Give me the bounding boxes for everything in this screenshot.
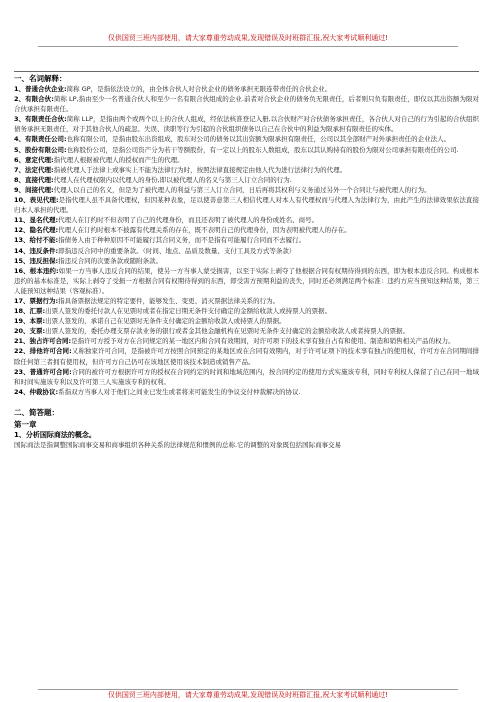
term-definition: 指债务人由于种种原因不可能履行其合同义务，而不是指有可能履行合同而不去履行。 xyxy=(58,236,306,245)
term-label: 11、显名代理: xyxy=(14,216,59,225)
term-label: 12、隐名代理: xyxy=(14,226,59,235)
term-entry xyxy=(14,387,479,397)
section-title-short-answers: 二、简答题： xyxy=(14,407,59,417)
term-label: 7、法定代理: xyxy=(14,165,54,174)
term-definition: 又称独家许可合同，是指被许可方按照合同预定的某地区或在合同有效期内，对于许可证项下的技术享有独占的使用权，许可方在合同期间排除任何第三者拥有使用权，但许可方自己仍可在该地区使用该技术制造或销售产品。 xyxy=(14,347,479,366)
term-definition: 出票人签发的委托付款人在见票时或者在指定日期无条件支付确定的金额给收款人或持票人的票据。 xyxy=(45,307,332,316)
chapter-heading: 第一章 xyxy=(14,419,37,429)
term-label: 23、普通许可合同: xyxy=(14,367,72,376)
term-definition: 指具备票据法规定的特定要件，能够发生、变更、消灭票据法律关系的行为。 xyxy=(58,296,280,305)
term-entry xyxy=(14,256,479,266)
term-label: 9、间接代理: xyxy=(14,185,54,194)
spacer xyxy=(14,397,479,407)
term-entry xyxy=(14,367,479,387)
term-label: 24、仲裁协议: xyxy=(14,387,59,396)
term-label: 14、违反条件: xyxy=(14,246,59,255)
term-definition: 指被代理人于法律上或事实上不能为法律行为时，按照法律直接规定由他人代为进行法律行为的代理。 xyxy=(53,165,347,174)
term-entry xyxy=(14,155,479,165)
term-definition: 是指许可方授予对方在合同规定的某一地区内和合同有效期间，对许可项下的技术享有独自占有和使用、制造和销售相关产品的权力。 xyxy=(71,337,455,346)
term-definition: 简称 GP，是指依法设立的，由全体合伙人对合伙企业的债务承担无限连带责任的合伙企业。 xyxy=(66,85,332,93)
document-body xyxy=(14,71,479,451)
term-label: 17、票据行为: xyxy=(14,296,59,305)
page-footer: 仅供国贸三班内部使用，请大家尊重劳动成果,发现错误及时班群汇报,祝大家考试顺利通过! xyxy=(107,691,389,699)
term-entry xyxy=(14,296,479,306)
term-entry xyxy=(14,165,479,175)
term-entry xyxy=(14,175,479,185)
footer-divider xyxy=(38,689,458,690)
term-entry xyxy=(14,326,479,336)
term-definition: 代理人在代理权限内以代理人的身份,即以被代理人的名义与第三人订立合同的行为. xyxy=(53,175,292,184)
term-entry xyxy=(14,316,479,326)
header-divider xyxy=(38,46,458,47)
term-label: 6、意定代理: xyxy=(14,155,54,164)
term-entry xyxy=(14,134,479,144)
term-definition: 即指违反合同中的重要条款。（时间、地点、品质及数量、支付工具及方式等条款） xyxy=(58,246,296,255)
page-header: 仅供国贸三班内部使用，请大家尊重劳动成果,发现错误及时班群汇报,祝大家考试顺利通过! xyxy=(107,34,389,42)
term-definition: 出票人签发的，委托办理支票存款业务的银行或者金其他金融机构在见票时无条件支付确定的金额给收款人或者持票人的票据。 xyxy=(45,327,410,336)
term-entry xyxy=(14,185,479,195)
term-label: 2、有限合伙: xyxy=(14,95,54,104)
term-label: 21、独占许可合同: xyxy=(14,337,72,346)
term-entry xyxy=(14,195,479,215)
terms-list xyxy=(14,84,479,397)
term-definition: 合同的被许可方根据许可方的授权在合同约定的时间和地域范围内，按合同约定的使用方式实施该专利，同时专利权人保留了自己在同一地域和时间实施该专利以及许可第三人实施该专利的权利。 xyxy=(14,367,479,386)
term-definition: 出票人签发的，承诺自己在见票时无条件支付确定的金额给收款人或持票人的票据。 xyxy=(45,317,286,326)
section-title-definitions: 一、名词解释： xyxy=(14,71,479,84)
term-definition: 简称 LP,指由至少一名普通合伙人和至少一名有限合伙组成的企业.前者对合伙企业的债务负无限责任，后者则只负有限责任，即仅以其出资额为限对合伙承担有限责任。 xyxy=(14,95,479,114)
term-entry xyxy=(14,225,479,235)
term-entry xyxy=(14,94,479,114)
term-entry xyxy=(14,215,479,225)
term-entry xyxy=(14,346,479,366)
term-entry xyxy=(14,266,479,296)
term-entry xyxy=(14,145,479,155)
term-label: 20、支票: xyxy=(14,327,46,336)
term-definition: 代理人在订约时根本不披露有代理关系的存在，既不表明自己的代理身份，因为表明被代理人的存在。 xyxy=(58,226,351,235)
term-entry xyxy=(14,336,479,346)
term-label: 4、有限责任公司: xyxy=(14,135,67,144)
term-entry xyxy=(14,114,479,134)
term-definition: 也称股份公司，是指公司资产分为若干等额股份，有一定以上的股东人数组成，股东以其认购持有的股份为限对公司承担有限责任的公司. xyxy=(66,145,459,154)
term-definition: 指违反合同的次要条款或随附条款。 xyxy=(58,256,163,265)
term-definition: 是指代理人虽不具备代理权，但因某种表象，足以使善意第三人相信代理人对本人有代理权而与代理人为法律行为，由此产生的法律效果依法直接归本人承担的代理。 xyxy=(14,196,479,215)
term-definition: 代理人以自己的名义，但是为了被代理人的利益与第三人订立合同，日后再将其权利与义务通过另外一个合同让与被代理人的行为。 xyxy=(53,185,431,194)
term-label: 8、直接代理: xyxy=(14,175,54,184)
term-entry xyxy=(14,306,479,316)
term-label: 16、根本违约: xyxy=(14,266,59,275)
term-label: 5、股份有限公司: xyxy=(14,145,67,154)
term-definition: 代理人在订约时不但表明了自己的代理身份，而且还表明了被代理人的身份或姓名、商号。 xyxy=(58,216,319,225)
question-text: 国际商法是指调整国际商事交易和商事组织各种关系的法律规范和惯例的总称.它的调整的对象既包括国际商事交易 xyxy=(14,441,342,450)
term-definition: 系指双方当事人对于他们之间业已发生或者将来可能发生的争议交付仲裁解决的协议. xyxy=(58,387,301,396)
term-entry xyxy=(14,235,479,245)
term-entry xyxy=(14,84,479,94)
term-label: 13、给付不能: xyxy=(14,236,59,245)
term-definition: 简称 LLP，是指由两个或两个以上的合伙人组成，经依法核准登记入册,以合伙财产对合伙债务承担责任，各合伙人对自己的行为引起的合伙组织债务承担无限责任，对于其他合伙人的疏忽、失误、读职等行为引起的合伙组织债务以自己在合伙中的利益为限承担有限责任的实体。 xyxy=(14,115,479,134)
term-entry xyxy=(14,246,479,256)
term-label: 22、排他许可合同: xyxy=(14,347,72,356)
term-label: 15、违反担保: xyxy=(14,256,59,265)
question-title: 1、分析国际商法的概念。 xyxy=(14,430,96,439)
term-label: 18、汇票: xyxy=(14,307,46,316)
term-label: 19、本票: xyxy=(14,317,46,326)
term-label: 3、有限责任合伙: xyxy=(14,115,67,124)
term-definition: 也称有限公司，是指由股东出资组成，股东对公司的债务以其出资额为限承担有限责任，公司以其全部财产对外承担责任的企业法人。 xyxy=(66,135,451,144)
term-label: 10、表见代理: xyxy=(14,196,59,205)
term-definition: 如果一方当事人违反合同的结果，使另一方当事人蒙受损害，以至于实际上剥夺了他根据合同有权期待得到的东西，即为根本违反合同。构成根本违约的基本标准是，实际上剥夺了受损一方根据合同有权期待得到的东西，即受害方预期利益的丧失，同时还必须满足两个标准：违约方应当预知这种结果，第三人能预知这种结果（客观标准）。 xyxy=(14,266,479,295)
term-definition: 指代理人根据被代理人的授权而产生的代理。 xyxy=(53,155,184,164)
term-label: 1、普通合伙企业: xyxy=(14,85,67,93)
